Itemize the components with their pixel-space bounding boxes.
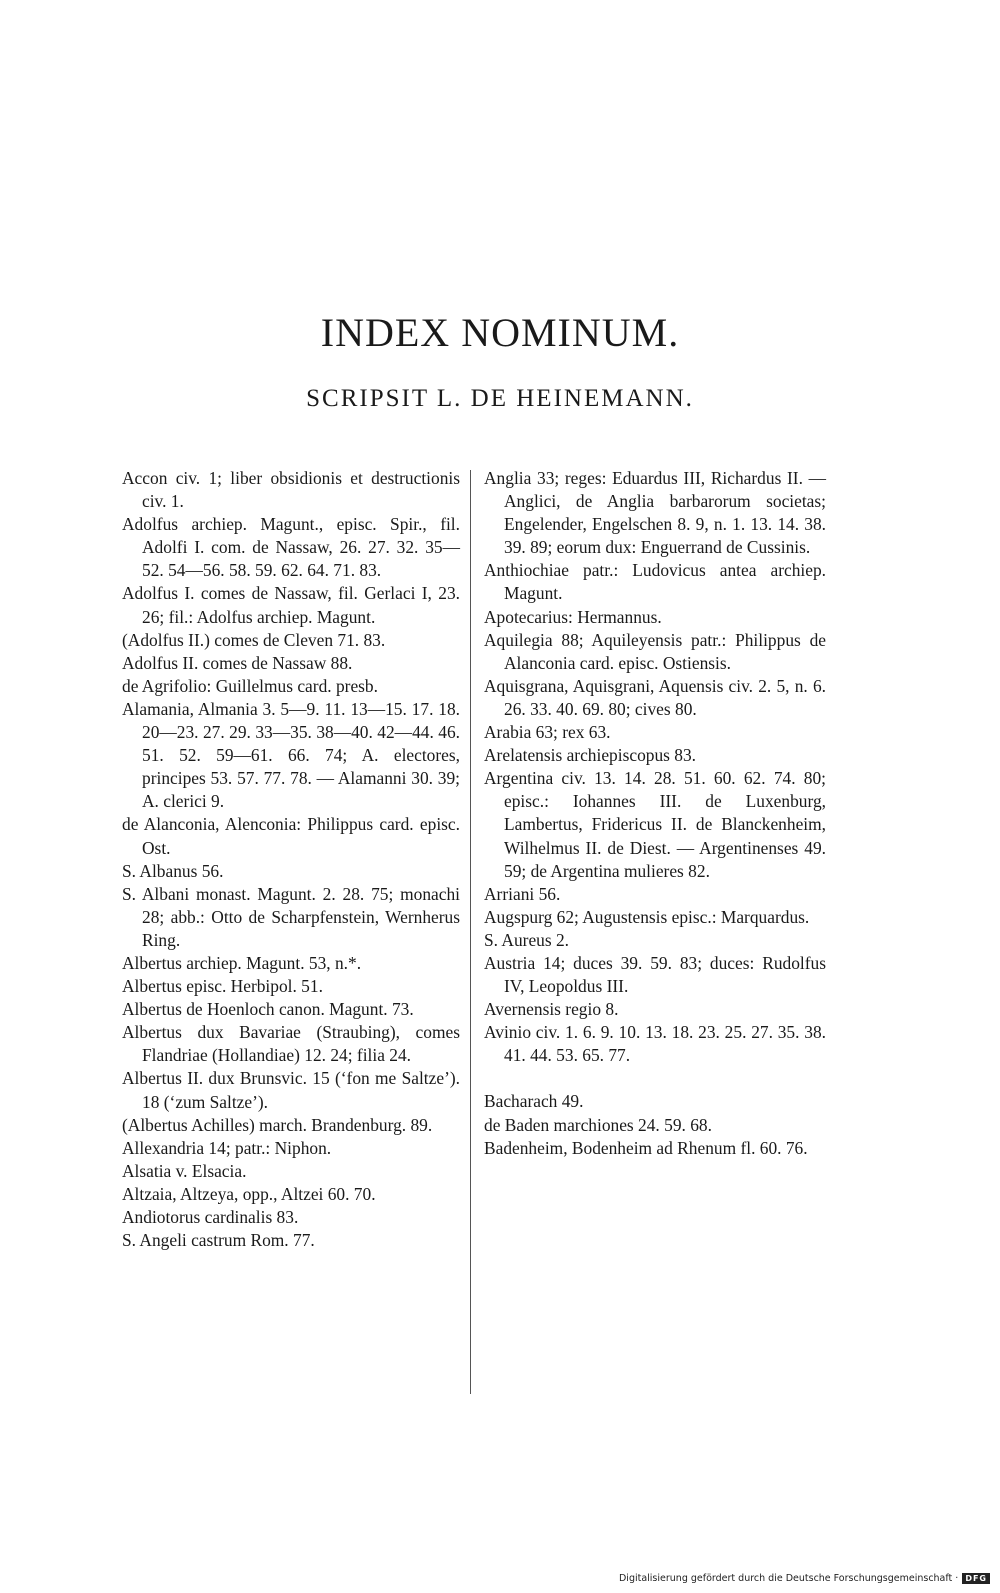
index-entry: (Albertus Achilles) march. Brandenburg. 89. (122, 1114, 433, 1135)
index-entry: Albertus archiep. Magunt. 53, n.*. (122, 952, 362, 973)
index-entry: Anthiochiae patr.: Ludovicus antea archiep. Magunt. (484, 560, 826, 604)
column-divider (470, 470, 471, 1394)
index-column-left (122, 467, 460, 1252)
index-entry: Arelatensis archiepiscopus 83. (484, 745, 697, 766)
index-entry: Alamania, Almania 3. 5—9. 11. 13—15. 17. 18. 20—23. 27. 29. 33—35. 38—40. 42—44. 46. 51. 52. 59—61. 66. 74; A. electores, principes 53. 57. 77. 78. — Alamanni 30. 39; A. clerici 9. (122, 698, 460, 812)
index-entry: Aquilegia 88; Aquileyensis patr.: Philippus de Alanconia card. episc. Ostiensis. (484, 629, 826, 673)
index-entry: Argentina civ. 13. 14. 28. 51. 60. 62. 74. 80; episc.: Iohannes III. de Luxenburg, Lambertus, Fridericus II. de Blanckenheim, Wilhelmus II. de Diest. — Argentinenses 49. 59; de Argentina mulieres 82. (484, 768, 826, 881)
index-entry: Adolfus archiep. Magunt., episc. Spir., fil. Adolfi I. com. de Nassaw, 26. 27. 32. 35—52. 54—56. 58. 59. 62. 64. 71. 83. (122, 514, 460, 581)
index-entry: Anglia 33; reges: Eduardus III, Richardus II. — Anglici, de Anglia barbarorum societas; Engelender, Engelschen 8. 9, n. 1. 13. 14. 38. 39. 89; eorum dux: Enguerrand de Cussinis. (484, 468, 826, 558)
index-entry: Austria 14; duces 39. 59. 83; duces: Rudolfus IV, Leopoldus III. (484, 952, 826, 997)
index-entry: de Agrifolio: Guillelmus card. presb. (122, 675, 378, 696)
page-title: INDEX NOMINUM. (320, 310, 680, 355)
digitization-credit (619, 1573, 990, 1584)
index-entry: S. Aureus 2. (484, 929, 570, 950)
index-entry: Alsatia v. Elsacia. (122, 1160, 247, 1181)
index-entry: Adolfus I. comes de Nassaw, fil. Gerlaci I, 23. 26; fil.: Adolfus archiep. Magunt. (122, 583, 460, 627)
index-entry: (Adolfus II.) comes de Cleven 71. 83. (122, 629, 386, 650)
index-entry: Avernensis regio 8. (484, 999, 619, 1020)
index-entry: Albertus de Hoenloch canon. Magunt. 73. (122, 999, 414, 1020)
index-entry: Apotecarius: Hermannus. (484, 606, 662, 627)
page-subtitle: SCRIPSIT L. DE HEINEMANN. (306, 385, 694, 412)
index-entry: Arriani 56. (484, 883, 561, 904)
index-entry: Aquisgrana, Aquisgrani, Aquensis civ. 2. 5, n. 6. 26. 33. 40. 69. 80; cives 80. (484, 675, 826, 719)
index-entry: Albertus II. dux Brunsvic. 15 (‘fon me Saltze’). 18 (‘zum Saltze’). (122, 1068, 460, 1112)
index-entry: Accon civ. 1; liber obsidionis et destructionis civ. 1. (122, 468, 460, 512)
index-entry: Bacharach 49. (484, 1091, 584, 1112)
index-entry: Arabia 63; rex 63. (484, 722, 611, 743)
dfg-logo: DFG (962, 1573, 990, 1584)
index-entry: Avinio civ. 1. 6. 9. 10. 13. 18. 23. 25. 27. 35. 38. 41. 44. 53. 65. 77. (484, 1022, 826, 1066)
index-entry: de Baden marchiones 24. 59. 68. (484, 1114, 712, 1135)
index-entry: Badenheim, Bodenheim ad Rhenum fl. 60. 76. (484, 1137, 808, 1158)
index-entry: Altzaia, Altzeya, opp., Altzei 60. 70. (122, 1183, 376, 1204)
index-entry: de Alanconia, Alenconia: Philippus card. episc. Ost. (122, 814, 460, 858)
index-entry: Augspurg 62; Augustensis episc.: Marquardus. (484, 906, 810, 927)
index-entry: S. Albani monast. Magunt. 2. 28. 75; monachi 28; abb.: Otto de Scharpfenstein, Wernherus Ring. (122, 883, 460, 950)
credit-text: Digitalisierung gefördert durch die Deutsche Forschungsgemeinschaft · (618, 1573, 959, 1584)
index-column-right (484, 467, 826, 1160)
index-entry: Albertus dux Bavariae (Straubing), comes Flandriae (Hollandiae) 12. 24; filia 24. (122, 1022, 460, 1066)
index-entry: Albertus episc. Herbipol. 51. (122, 976, 323, 997)
index-entry: Adolfus II. comes de Nassaw 88. (122, 652, 353, 673)
index-entry: Allexandria 14; patr.: Niphon. (122, 1137, 332, 1158)
index-entry: Andiotorus cardinalis 83. (122, 1207, 299, 1227)
index-entry: S. Albanus 56. (122, 860, 224, 881)
index-entry: S. Angeli castrum Rom. 77. (122, 1230, 315, 1251)
